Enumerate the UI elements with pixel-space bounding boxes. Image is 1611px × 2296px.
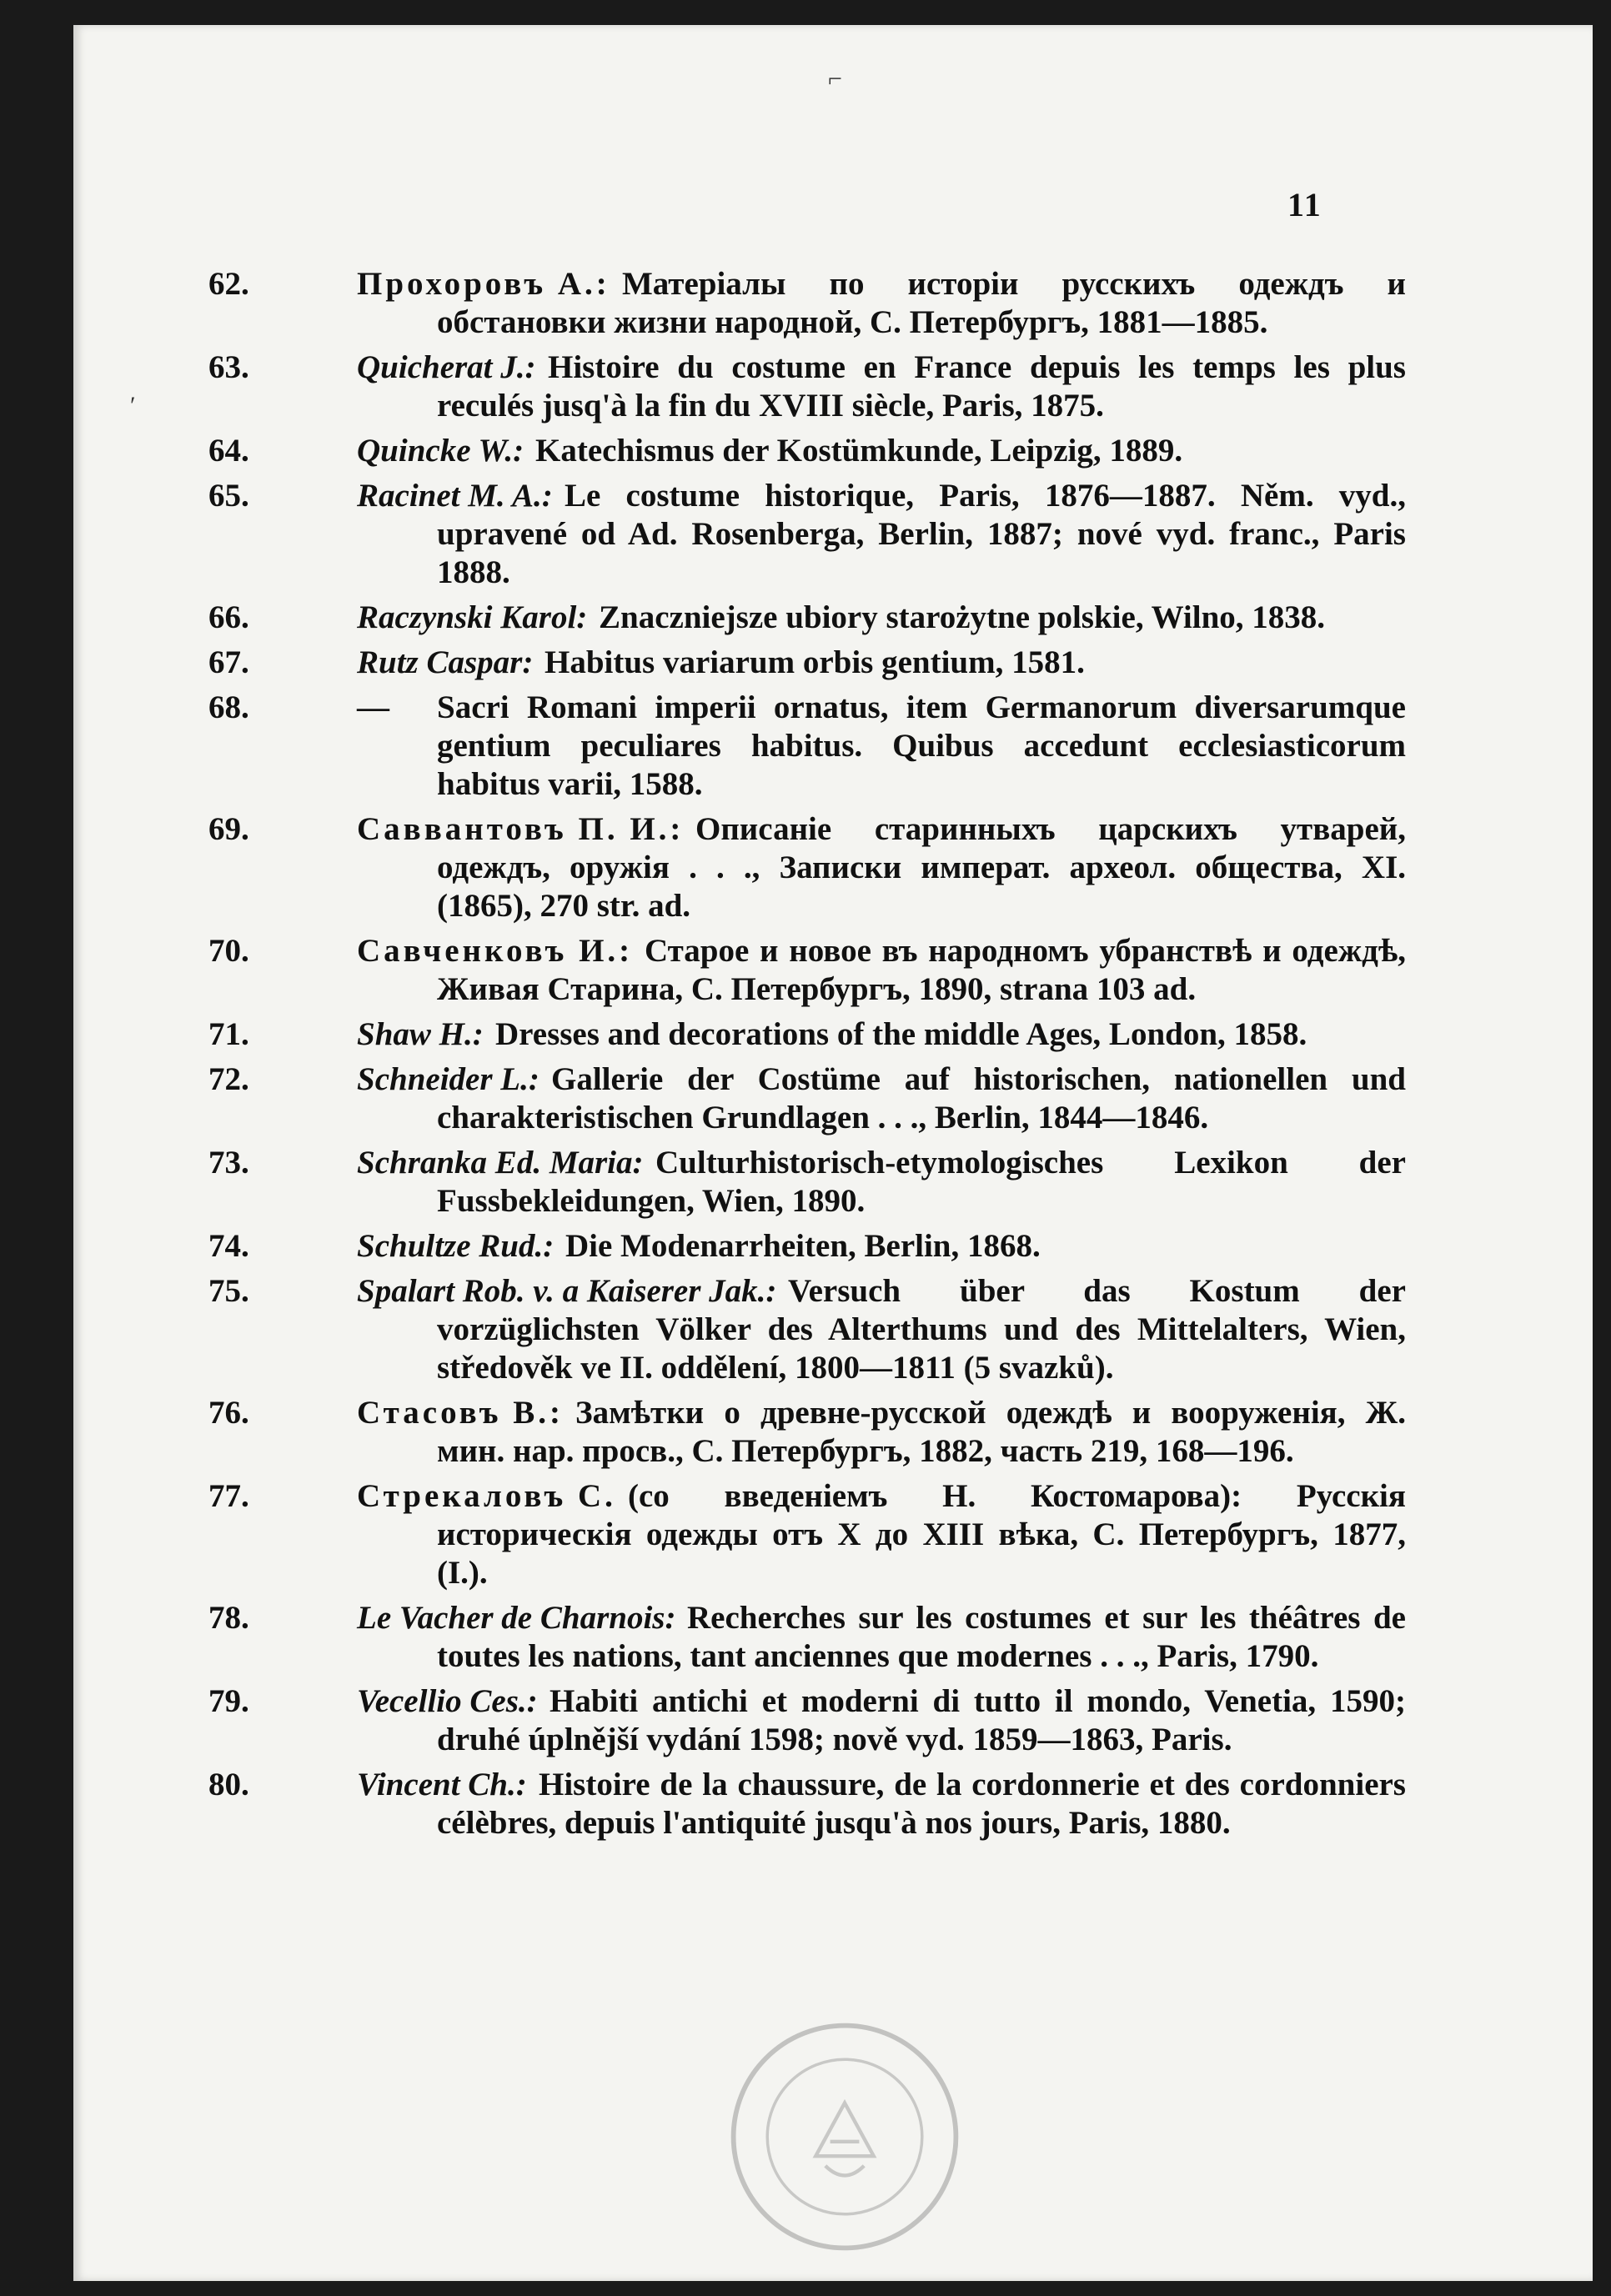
bib-entry-author: — [357,689,389,725]
bib-entry-text: Матеріалы по исторіи русскихъ одеждъ и обстановки жизни народной, С. Петербургъ, 1881—1885. [437,266,1406,340]
bib-entry [208,810,1406,925]
bib-entry [208,477,1406,592]
bib-entry-text: Dresses and decorations of the middle Ages, London, 1858. [495,1016,1307,1052]
bib-entry-author: Саввантовъ П. И.: [357,811,685,847]
bib-entry [208,932,1406,1009]
bib-entry-number: 73. [208,1145,249,1181]
bib-entry [208,1766,1406,1842]
bib-entry-text: Habitus variarum orbis gentium, 1581. [545,644,1085,680]
bib-entry-author: Прохоровъ А.: [357,266,610,302]
bib-entry-author: Quincke W.: [357,433,524,469]
bib-entry [208,1477,1406,1592]
bib-entry-text: Die Modenarrheiten, Berlin, 1868. [565,1228,1041,1264]
bib-entry-author: Стасовъ В.: [357,1395,564,1431]
bib-entry-text: Histoire de la chaussure, de la cordonnerie et des cordonniers célèbres, depuis l'antiquité jusqu'à nos jours, Paris, 1880. [437,1767,1406,1841]
bib-entry-number: 69. [208,811,249,847]
bib-entry-text: Histoire du costume en France depuis les temps les plus reculés jusq'à la fin du XVIII siècle, Paris, 1875. [437,349,1406,424]
bib-entry-text: Katechismus der Kostümkunde, Leipzig, 1889. [535,433,1183,469]
bib-entry-number: 66. [208,599,249,635]
bib-entry-author: Vincent Ch.: [357,1767,527,1802]
bib-entry-number: 72. [208,1061,249,1097]
bib-entry [208,1015,1406,1054]
bib-entry-text: Le costume historique, Paris, 1876—1887. Něm. vyd., upravené od Ad. Rosenberga, Berlin, 1887; nové vyd. franc., Paris 1888. [437,478,1406,590]
bib-entry-text: Gallerie der Costüme auf historischen, nationellen und charakteristischen Grundlagen . . ., Berlin, 1844—1846. [437,1061,1406,1135]
bib-entry-number: 62. [208,266,249,302]
bib-entry-number: 76. [208,1395,249,1431]
bib-entry-text: Habiti antichi et moderni di tutto il mondo, Venetia, 1590; druhé úplnější vydání 1598; nově vyd. 1859—1863, Paris. [437,1683,1406,1757]
bib-entry-author: Стрекаловъ С. [357,1478,616,1514]
bib-entry-author: Савченковъ И.: [357,933,634,969]
bib-entry-number: 71. [208,1016,249,1052]
book-page [73,25,1593,2281]
bib-entry-number: 67. [208,644,249,680]
bibliography-list [208,265,1406,1849]
library-stamp [724,2016,966,2258]
bib-entry-text: Versuch über das Kostum der vorzüglichsten Völker des Alterthums und des Mittelalters, Wien, středověk ve II. oddělení, 1800—1811 (5 svazků). [437,1273,1406,1386]
bib-entry-text: Замѣтки о древне-русской одеждѣ и вооруженія, Ж. мин. нар. просв., С. Петербургъ, 1882, часть 219, 168—196. [437,1395,1406,1469]
bib-entry-text: Recherches sur les costumes et sur les théâtres de toutes les nations, tant anciennes que modernes . . ., Paris, 1790. [437,1600,1406,1674]
smudge-mark: ⌐ [828,65,842,93]
bib-entry-text: (со введеніемъ Н. Костомарова): Русскія историческія одежды отъ X до XIII вѣка, С. Петербургъ, 1877, (I.). [437,1478,1406,1591]
bib-entry-number: 70. [208,933,249,969]
bib-entry-author: Racinet M. A.: [357,478,553,514]
bib-entry-author: Quicherat J.: [357,349,536,385]
bib-entry-text: Znaczniejsze ubiory starożytne polskie, Wilno, 1838. [599,599,1326,635]
bib-entry [208,1060,1406,1137]
bib-entry-number: 80. [208,1767,249,1802]
page-number: 11 [1287,186,1322,223]
bib-entry-number: 79. [208,1683,249,1719]
bib-entry-number: 68. [208,689,249,725]
bib-entry [208,1682,1406,1759]
bib-entry [208,265,1406,342]
bib-entry-author: Schranka Ed. Maria: [357,1145,644,1181]
bib-entry-author: Vecellio Ces.: [357,1683,538,1719]
bib-entry [208,644,1406,682]
bib-entry-number: 77. [208,1478,249,1514]
bib-entry-number: 65. [208,478,249,514]
bib-entry-text: Culturhistorisch-etymologisches Lexikon der Fussbekleidungen, Wien, 1890. [437,1145,1406,1219]
bib-entry [208,432,1406,470]
bib-entry-text: Описаніе старинныхъ царскихъ утварей, одеждъ, оружія . . ., Записки императ. археол. общества, XI. (1865), 270 str. ad. [437,811,1406,924]
bib-entry-author: Spalart Rob. v. a Kaiserer Jak.: [357,1273,777,1309]
bib-entry-text: Старое и новое въ народномъ убранствѣ и одеждѣ, Живая Старина, С. Петербургъ, 1890, strana 103 ad. [437,933,1406,1007]
bib-entry-number: 63. [208,349,249,385]
bib-entry [208,689,1406,804]
bib-entry-author: Schneider L.: [357,1061,540,1097]
bib-entry [208,599,1406,637]
bib-entry-author: Shaw H.: [357,1016,484,1052]
bib-entry [208,1144,1406,1221]
bib-entry [208,1599,1406,1676]
bib-entry [208,1227,1406,1266]
bib-entry [208,1394,1406,1471]
bib-entry-author: Le Vacher de Charnois: [357,1600,676,1636]
bib-entry [208,348,1406,425]
bib-entry-author: Schultze Rud.: [357,1228,555,1264]
bib-entry-number: 74. [208,1228,249,1264]
bib-entry-author: Raczynski Karol: [357,599,588,635]
bib-entry-number: 75. [208,1273,249,1309]
bib-entry [208,1272,1406,1387]
margin-mark: ′ [130,392,136,419]
bib-entry-text: Sacri Romani imperii ornatus, item Germanorum diversarumque gentium peculiares habitus. Quibus accedunt ecclesiasticorum habitus varii, 1588. [437,689,1406,802]
bib-entry-number: 78. [208,1600,249,1636]
bib-entry-number: 64. [208,433,249,469]
bib-entry-author: Rutz Caspar: [357,644,534,680]
